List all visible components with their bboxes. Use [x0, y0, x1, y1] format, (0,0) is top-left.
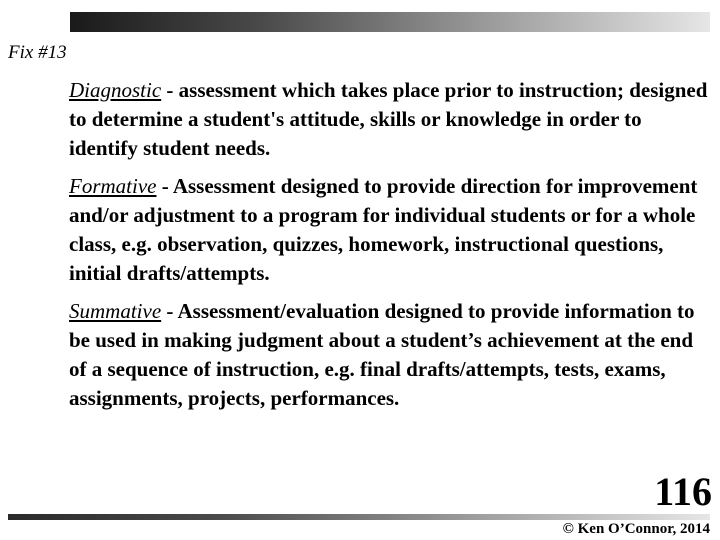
term-diagnostic: Diagnostic — [69, 78, 162, 102]
term-summative: Summative — [69, 299, 162, 323]
definition-separator: - — [161, 299, 178, 323]
page-number: 116 — [654, 469, 712, 514]
term-formative: Formative — [69, 174, 157, 198]
definition-formative-text: Assessment designed to provide direction for improvement and/or adjustment to a program for individual students or for a whole class, e.g. observation, quizzes, homework, instructional questions, initial drafts/attempts. — [69, 174, 698, 285]
definition-summative-text: Assessment/evaluation designed to provide information to be used in making judgment about a student’s achievement at the end of a sequence of instruction, e.g. final drafts/attempts, tests, exams, assignments, projects, performances. — [69, 299, 695, 410]
definition-diagnostic — [69, 76, 709, 163]
top-decorative-bar — [70, 12, 710, 32]
definition-separator: - — [161, 78, 179, 102]
slide-label: Fix #13 — [8, 42, 67, 63]
definition-formative — [69, 172, 709, 288]
copyright-notice: © Ken O’Connor, 2014 — [562, 521, 710, 537]
definition-summative — [69, 297, 709, 413]
definition-separator: - — [156, 174, 173, 198]
definition-list — [69, 76, 709, 413]
definition-diagnostic-text: assessment which takes place prior to instruction; designed to determine a student's attitude, skills or knowledge in order to identify student needs. — [69, 78, 708, 160]
